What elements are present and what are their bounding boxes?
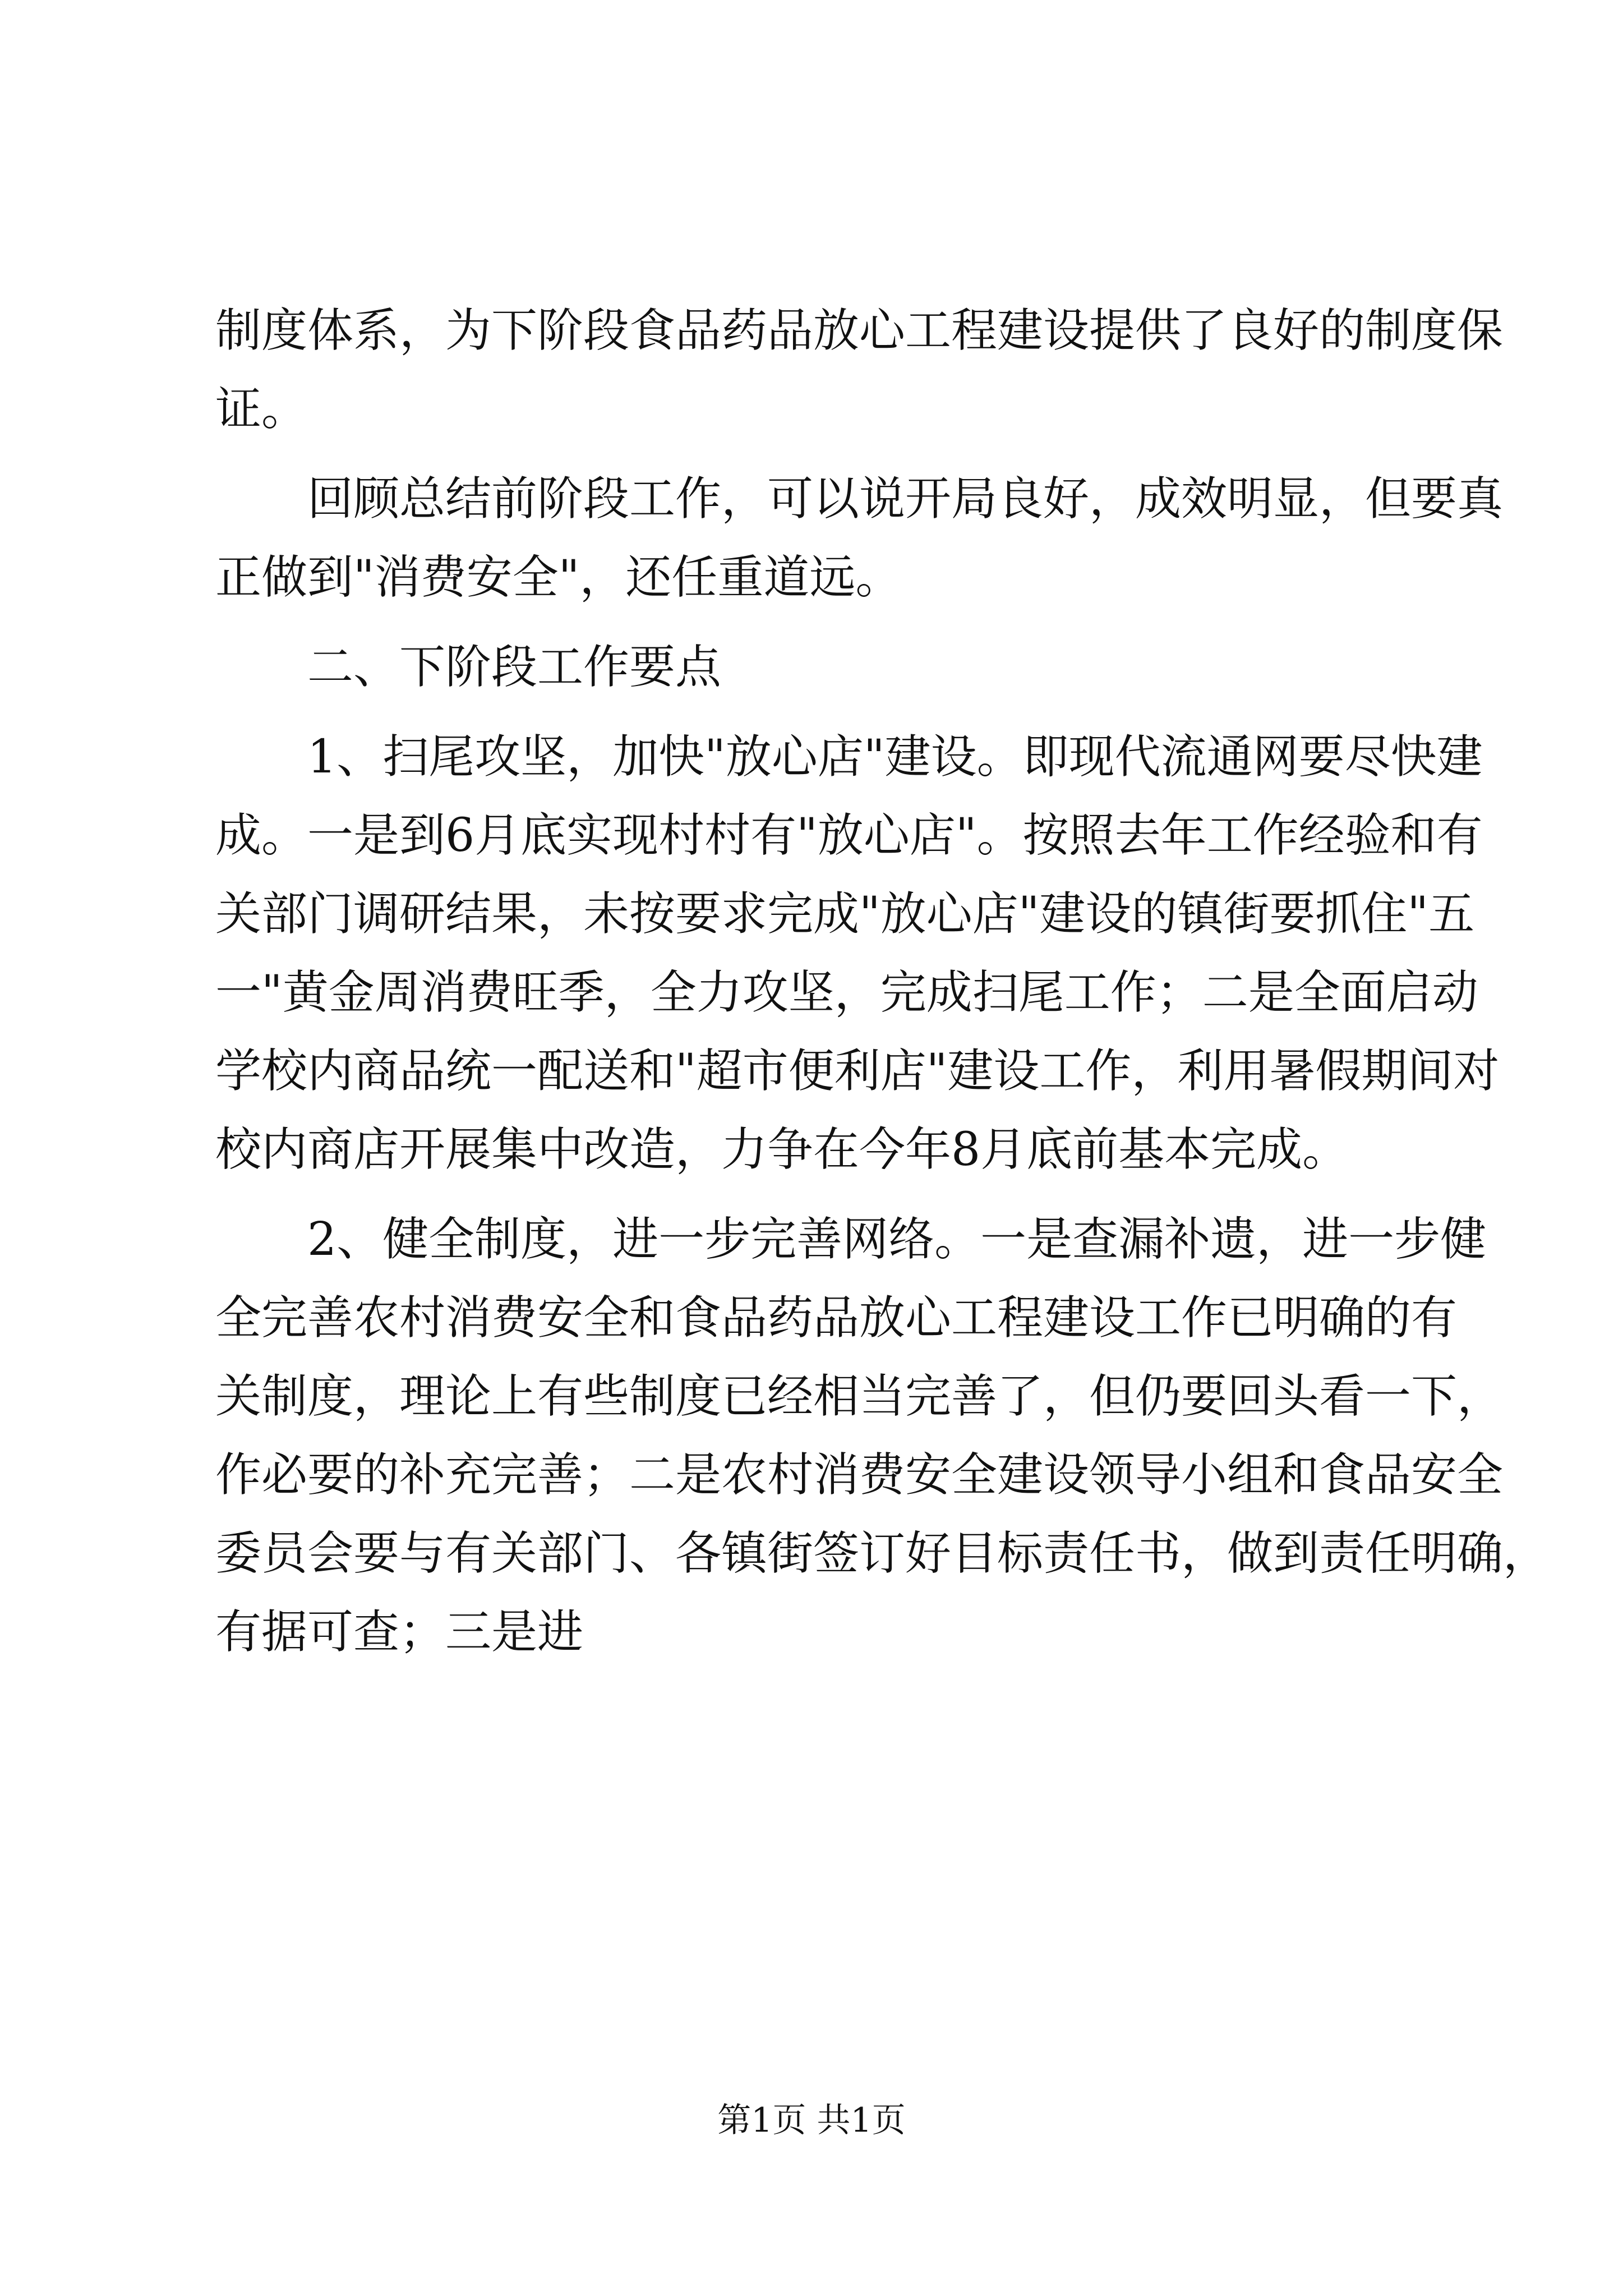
text-line-4: 正做到"消费安全"，还任重道远。 xyxy=(215,551,902,604)
text-line-7: 成。一是到6月底实现村村有"放心店"。按照去年工作经验和有 xyxy=(215,809,1483,862)
text-line-2: 证。 xyxy=(215,383,308,436)
text-line-3: 回顾总结前阶段工作，可以说开局良好，成效明显，但要真 xyxy=(307,472,1504,526)
text-line-10: 学校内商品统一配送和"超市便利店"建设工作，利用暑假期间对 xyxy=(215,1045,1500,1098)
text-line-1: 制度体系，为下阶段食品药品放心工程建设提供了良好的制度保 xyxy=(215,304,1504,357)
text-line-6: 1、扫尾攻坚，加快"放心店"建设。即现代流通网要尽快建 xyxy=(307,730,1483,784)
text-line-17: 有据可查；三是进 xyxy=(215,1605,584,1659)
section-heading: 二、下阶段工作要点 xyxy=(307,641,722,694)
text-line-12: 2、健全制度，进一步完善网络。一是查漏补遗，进一步健 xyxy=(307,1213,1487,1266)
text-line-16: 委员会要与有关部门、各镇街签订好目标责任书，做到责任明确， xyxy=(215,1527,1550,1580)
text-line-9: 一"黄金周消费旺季，全力攻坚，完成扫尾工作；二是全面启动 xyxy=(215,966,1478,1019)
text-line-8: 关部门调研结果，未按要求完成"放心店"建设的镇街要抓住"五 xyxy=(215,887,1475,941)
page-footer: 第1页 共1页 xyxy=(717,2101,906,2140)
text-line-14: 关制度，理论上有些制度已经相当完善了，但仍要回头看一下， xyxy=(215,1370,1504,1423)
text-line-11: 校内商店开展集中改造，力争在今年8月底前基本完成。 xyxy=(215,1123,1349,1176)
text-line-13: 全完善农村消费安全和食品药品放心工程建设工作已明确的有 xyxy=(215,1291,1458,1345)
text-line-15: 作必要的补充完善；二是农村消费安全建设领导小组和食品安全 xyxy=(215,1448,1504,1502)
